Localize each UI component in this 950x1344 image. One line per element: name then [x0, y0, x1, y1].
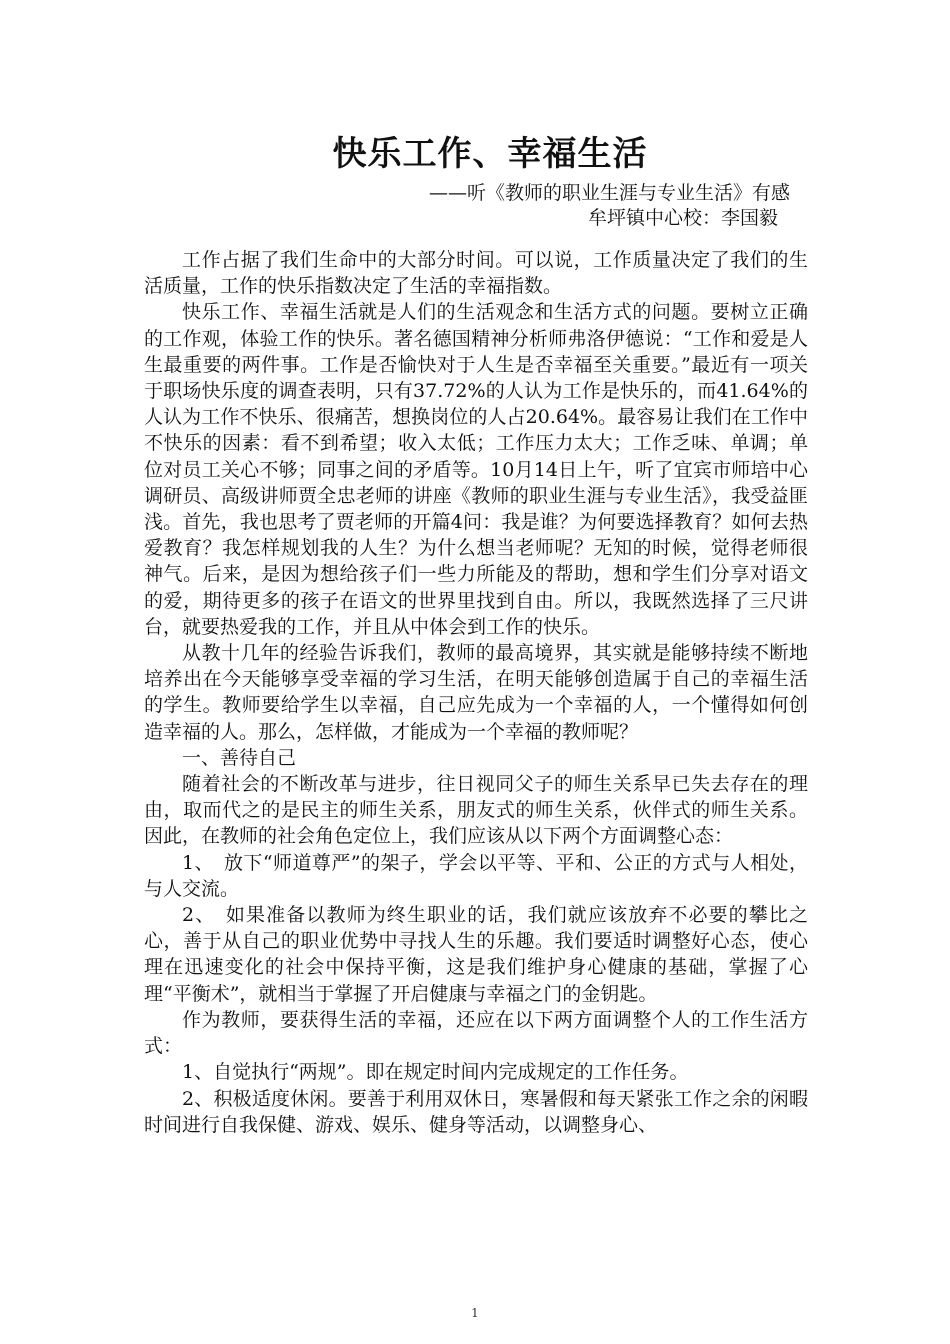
paragraph: 工作占据了我们生命中的大部分时间。可以说，工作质量决定了我们的生活质量，工作的快乐指数决定了生活的幸福指数。 [144, 249, 808, 298]
section-heading: 一、善待自己 [182, 746, 297, 769]
document-author: 牟坪镇中心校：李国毅 [587, 207, 778, 229]
page-number: 1 [471, 1306, 479, 1320]
paragraph: 随着社会的不断改革与进步，往日视同父子的师生关系早已失去存在的理由，取而代之的是民主的师生关系，朋友式的师生关系，伙伴式的师生关系。因此，在教师的社会角色定位上，我们应该从以下两个方面调整心态： [144, 773, 808, 848]
list-item: 1、自觉执行“两规”。即在规定时间内完成规定的工作任务。 [182, 1061, 689, 1084]
paragraph: 作为教师，要获得生活的幸福，还应在以下两方面调整个人的工作生活方式： [144, 1008, 808, 1058]
list-item: 2、积极适度休闲。要善于利用双休日，寒暑假和每天紧张工作之余的闲暇时间进行自我保健、游戏、娱乐、健身等活动，以调整身心、 [144, 1087, 808, 1136]
list-item: 2、 如果准备以教师为终生职业的话，我们就应该放弃不必要的攀比之心，善于从自己的职业优势中寻找人生的乐趣。我们要适时调整好心态，使心理在迅速变化的社会中保持平衡，这是我们维护身心健康的基础，掌握了心理“平衡术”，就相当于掌握了开启健康与幸福之门的金钥匙。 [144, 904, 808, 1005]
document-title: 快乐工作、幸福生活 [332, 134, 648, 174]
paragraph: 快乐工作、幸福生活就是人们的生活观念和生活方式的问题。要树立正确的工作观，体验工作的快乐。著名德国精神分析师弗洛伊德说：“工作和爱是人生最重要的两件事。工作是否愉快对于人生是否幸福至关重要。”最近有一项关于职场快乐度的调查表明，只有37.72%的人认为工作是快乐的，而41.64%的人认为工作不快乐、很痛苦，想换岗位的人占20.64%。最容易让我们在工作中不快乐的因素：看不到希望；收入太低；工作压力太大；工作乏味、单调；单位对员工关心不够；同事之间的矛盾等。10月14日上午，听了宜宾市师培中心调研员、高级讲师贾全忠老师的讲座《教师的职业生涯与专业生活》，我受益匪浅。首先，我也思考了贾老师的开篇4问：我是谁？为何要选择教育？如何去热爱教育？我怎样规划我的人生？为什么想当老师呢？无知的时候，觉得老师很神气。后来，是因为想给孩子们一些力所能及的帮助，想和学生们分享对语文的爱，期待更多的孩子在语文的世界里找到自由。所以，我既然选择了三尺讲台，就要热爱我的工作，并且从中体会到工作的快乐。 [144, 301, 808, 638]
document-body [144, 247, 808, 1138]
paragraph: 从教十几年的经验告诉我们，教师的最高境界，其实就是能够持续不断地培养出在今天能够享受幸福的学习生活，在明天能够创造属于自己的幸福生活的学生。教师要给学生以幸福，自己应先成为一个幸福的人，一个懂得如何创造幸福的人。那么，怎样做，才能成为一个幸福的教师呢？ [144, 642, 808, 743]
list-item: 1、 放下“师道尊严”的架子，学会以平等、平和、公正的方式与人相处，与人交流。 [144, 851, 808, 900]
document-subtitle: ——听《教师的职业生涯与专业生活》有感 [428, 182, 790, 204]
